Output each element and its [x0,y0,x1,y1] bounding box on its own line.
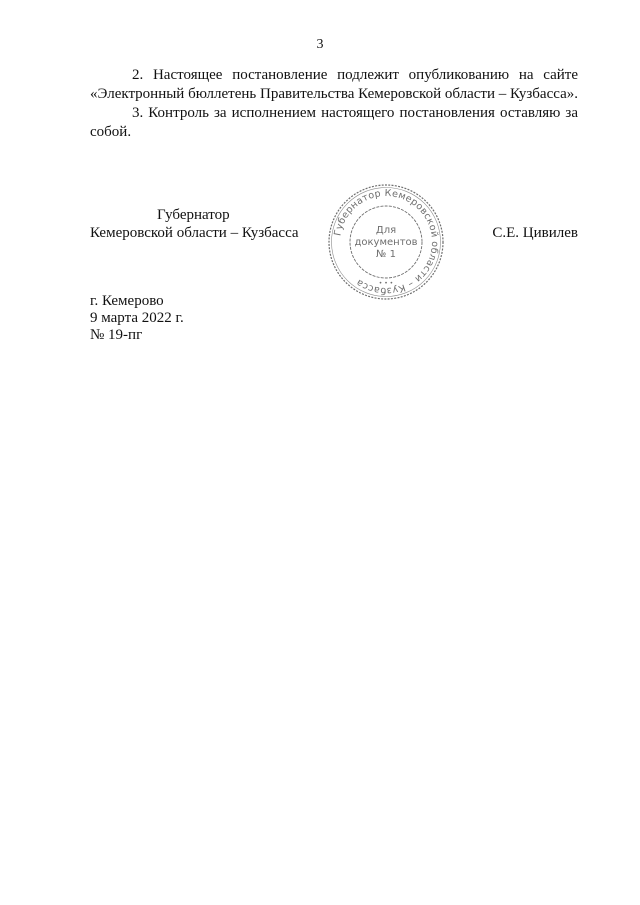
seal-dots: • • • [378,280,394,287]
issue-date: 9 марта 2022 г. [90,310,184,326]
paragraph-publication: 2. Настоящее постановление подлежит опубликованию на сайте «Электронный бюллетень Правительства Кемеровской области – Кузбасса». [90,67,578,102]
paragraph-control: 3. Контроль за исполнением настоящего постановления оставляю за собой. [90,105,578,140]
seal-ring-text: Губернатор Кемеровской области – Кузбасса [332,187,441,297]
signatory-name: С.Е. Цивилев [492,225,578,241]
seal-center-line1: Для [375,225,397,236]
issue-city: г. Кемерово [90,293,164,309]
seal-center-line2: документов [354,237,418,248]
signatory-title: Губернатор [157,207,230,223]
seal-center-line3: № 1 [376,249,396,260]
document-body [90,66,578,142]
signatory-region: Кемеровской области – Кузбасса [90,225,299,241]
official-seal [326,182,446,302]
document-number: № 19-пг [90,327,143,343]
page-number: 3 [316,37,324,52]
document-footer [90,293,184,344]
